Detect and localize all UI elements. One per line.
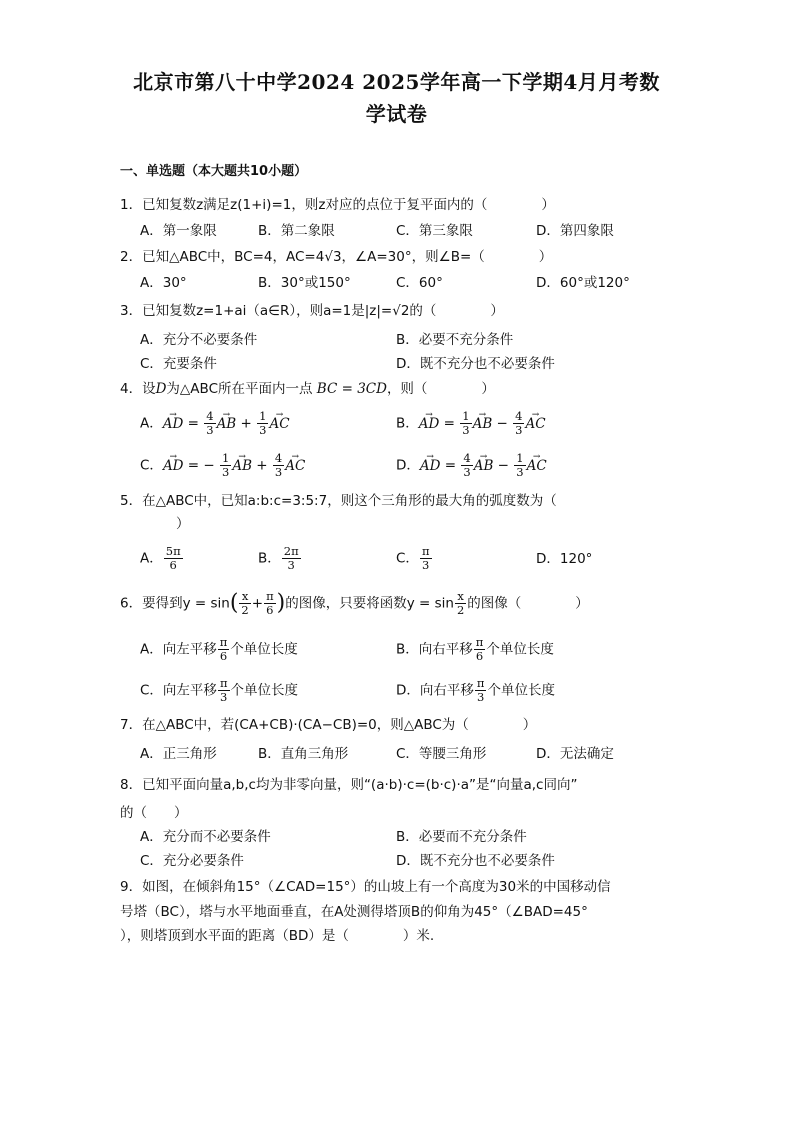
denominator: 3 <box>463 465 471 479</box>
option-text: A．向左平移 <box>140 641 217 658</box>
numerator: 1 <box>516 451 524 465</box>
numerator: π <box>421 544 430 558</box>
question-text: 已知复数z满足z(1+i)=1，则z对应的点位于复平面内的（ ） <box>142 197 555 213</box>
question-8-continuation: 的（ ） <box>120 805 188 821</box>
option-b: B．→ AD = $\frac{1}{3}$ → AB − $\frac{4}{3}$ → AC <box>396 410 546 437</box>
question-9-line3: ），则塔顶到水平面的距离（BD）是（ ）米. <box>120 928 435 944</box>
question-text: 已知复数z=1+ai（a∈R），则a=1是|z|=√2的（ ） <box>142 303 504 319</box>
option-text: 个单位长度 <box>486 641 554 658</box>
option-a: A．充分不必要条件 <box>140 332 258 348</box>
question-text: 已知△ABC中，BC=4，AC=4√3，∠A=30°，则∠B=（ ） <box>142 249 553 265</box>
option-a <box>140 636 298 663</box>
option-d: D．120° <box>536 551 593 567</box>
question-text: ，则（ ） <box>386 381 495 397</box>
denominator: 6 <box>266 603 274 617</box>
option-a <box>140 545 184 572</box>
fraction <box>460 410 471 437</box>
fraction <box>239 590 250 617</box>
question-7 <box>120 716 536 734</box>
option-a: A．第一象限 <box>140 223 217 239</box>
denominator: 2 <box>241 603 249 617</box>
denominator: 3 <box>462 423 470 437</box>
question-text: 要得到y = sin <box>142 595 230 612</box>
numerator: 4 <box>515 409 523 423</box>
question-9 <box>120 878 611 896</box>
question-number: 7． <box>120 717 143 733</box>
question-5 <box>120 492 557 510</box>
numerator: π <box>219 676 228 690</box>
option-c: C．充分必要条件 <box>140 853 244 869</box>
option-c: C．充要条件 <box>140 356 217 372</box>
option-d: D．既不充分也不必要条件 <box>396 356 555 372</box>
question-3 <box>120 302 504 320</box>
option-d: D．第四象限 <box>536 223 614 239</box>
numerator: π <box>266 589 274 603</box>
numerator: 1 <box>259 409 267 423</box>
option-d: D．60°或120° <box>536 275 630 291</box>
denominator: 3 <box>220 690 228 704</box>
option-b: B．必要而不充分条件 <box>396 829 527 845</box>
right-paren: ) <box>276 590 286 616</box>
fraction <box>164 545 183 572</box>
left-paren: ( <box>229 590 239 616</box>
numerator: 2π <box>283 544 299 558</box>
vector-ad: → AD <box>419 415 440 433</box>
fraction <box>461 452 472 479</box>
fraction <box>257 410 268 437</box>
question-number: 1． <box>120 197 143 213</box>
denominator: 2 <box>456 603 465 617</box>
fraction <box>218 636 230 663</box>
option-d: D．无法确定 <box>536 746 614 762</box>
option-c: C．60° <box>396 275 443 291</box>
vector-ad: → AD <box>163 415 184 433</box>
numerator: x <box>455 590 466 604</box>
question-text: 设 <box>142 381 156 397</box>
question-4 <box>120 380 495 398</box>
denominator: 3 <box>206 423 214 437</box>
vector-ac: → AC <box>285 457 305 475</box>
question-text: 已知平面向量a,b,c均为非零向量，则“(a·b)·c=(b·c)·a”是“向量a,c同向” <box>142 777 578 793</box>
exam-title-line2: 学试卷 <box>365 102 428 126</box>
question-6: 6．要得到y = sin( $\frac{x}{2}$ + $\frac{\pi}{6}$ )的图像，只要将函数y = sin $\frac{x}{2}$ 的图像（ ） <box>120 589 589 617</box>
fraction <box>218 677 230 704</box>
option-d <box>396 677 555 704</box>
fraction <box>282 545 301 572</box>
option-a: A．30° <box>140 275 187 291</box>
option-text: B．向右平移 <box>396 641 473 658</box>
option-text: 个单位长度 <box>487 682 555 699</box>
option-c: C．→ AD = − $\frac{1}{3}$ → AB + $\frac{4}{3}$ → AC <box>140 452 305 479</box>
vector-ad: → AD <box>420 457 441 475</box>
denominator: 3 <box>422 558 430 572</box>
question-number: 5． <box>120 493 143 509</box>
vector-ab: → AB <box>217 415 237 433</box>
option-b: B．第二象限 <box>258 223 335 239</box>
denominator: 6 <box>219 649 228 663</box>
denominator: 6 <box>169 558 177 572</box>
denominator: 3 <box>515 423 523 437</box>
vector-equation: BC = 3CD <box>316 381 387 397</box>
option-c <box>140 677 298 704</box>
numerator: π <box>219 635 228 649</box>
question-text: 的图像（ ） <box>467 595 589 612</box>
fraction <box>474 636 486 663</box>
section-heading: 一、单选题（本大题共10小题） <box>120 164 308 179</box>
fraction <box>264 590 276 617</box>
exam-title-line1: 北京市第八十中学2024 2025学年高一下学期4月月考数 <box>133 70 660 94</box>
option-c: C．第三象限 <box>396 223 473 239</box>
denominator: 3 <box>516 465 524 479</box>
question-number: 4． <box>120 381 143 397</box>
question-text: 如图，在倾斜角15°（∠CAD=15°）的山坡上有一个高度为30米的中国移动信 <box>142 879 611 895</box>
point-label: D <box>155 381 167 397</box>
numerator: 4 <box>463 451 471 465</box>
option-a: A．正三角形 <box>140 746 217 762</box>
question-8 <box>120 776 577 794</box>
option-letter: C． <box>140 457 163 474</box>
option-d: D．→ AD = $\frac{4}{3}$ → AB − $\frac{1}{3}$ → AC <box>396 452 547 479</box>
numerator: 1 <box>462 409 470 423</box>
fraction <box>514 452 525 479</box>
numerator: π <box>476 676 485 690</box>
vector-ad: → AD <box>163 457 184 475</box>
vector-ac: → AC <box>269 415 289 433</box>
option-c: C．等腰三角形 <box>396 746 487 762</box>
fraction <box>204 410 215 437</box>
option-b: B．必要不充分条件 <box>396 332 514 348</box>
option-b: B．直角三角形 <box>258 746 349 762</box>
option-text: 个单位长度 <box>230 641 298 658</box>
option-a: A．→ AD = $\frac{4}{3}$ → AB + $\frac{1}{3}$ → AC <box>140 410 290 437</box>
fraction <box>513 410 524 437</box>
denominator: 3 <box>477 690 485 704</box>
question-text: 为△ABC所在平面内一点 <box>166 381 313 397</box>
numerator: π <box>475 635 484 649</box>
denominator: 6 <box>475 649 484 663</box>
question-number: 8． <box>120 777 143 793</box>
option-letter: A． <box>140 415 163 432</box>
option-text: 个单位长度 <box>230 682 298 699</box>
option-letter: B． <box>396 415 419 432</box>
fraction <box>455 590 466 617</box>
option-c <box>396 545 433 572</box>
fraction <box>220 452 231 479</box>
fraction <box>420 545 432 572</box>
numerator: 4 <box>274 451 283 465</box>
option-b <box>258 545 302 572</box>
question-number: 3． <box>120 303 143 319</box>
option-text: C．向左平移 <box>140 682 217 699</box>
option-letter: A． <box>140 550 163 567</box>
question-1 <box>120 196 555 214</box>
question-text: 的图像，只要将函数y = sin <box>285 595 454 612</box>
option-text: D．向右平移 <box>396 682 474 699</box>
numerator: x <box>239 590 250 604</box>
question-5-continuation: ） <box>176 516 190 532</box>
question-number: 2． <box>120 249 143 265</box>
vector-ab: → AB <box>232 457 252 475</box>
option-b <box>396 636 554 663</box>
denominator: 3 <box>274 465 283 479</box>
option-d: D．既不充分也不必要条件 <box>396 853 555 869</box>
question-number: 6． <box>120 595 143 612</box>
question-2 <box>120 248 552 266</box>
question-text: 在△ABC中，若(CA+CB)·(CA−CB)=0，则△ABC为（ ） <box>142 717 537 733</box>
vector-ab: → AB <box>474 457 494 475</box>
option-a: A．充分而不必要条件 <box>140 829 271 845</box>
option-b: B．30°或150° <box>258 275 351 291</box>
question-number: 9． <box>120 879 143 895</box>
vector-ab: → AB <box>473 415 493 433</box>
denominator: 3 <box>287 558 295 572</box>
numerator: 4 <box>206 409 214 423</box>
denominator: 3 <box>259 423 267 437</box>
denominator: 3 <box>222 465 230 479</box>
question-text: 在△ABC中，已知a:b:c=3:5:7，则这个三角形的最大角的弧度数为（ <box>142 493 557 509</box>
option-letter: D． <box>396 457 420 474</box>
option-letter: B． <box>258 550 281 567</box>
fraction <box>273 452 284 479</box>
question-9-line2: 号塔（BC），塔与水平地面垂直，在A处测得塔顶B的仰角为45°（∠BAD=45° <box>120 904 588 920</box>
fraction <box>475 677 487 704</box>
option-letter: C． <box>396 550 419 567</box>
numerator: 5π <box>165 544 181 558</box>
numerator: 1 <box>222 451 230 465</box>
vector-ac: → AC <box>525 415 545 433</box>
vector-ac: → AC <box>527 457 547 475</box>
